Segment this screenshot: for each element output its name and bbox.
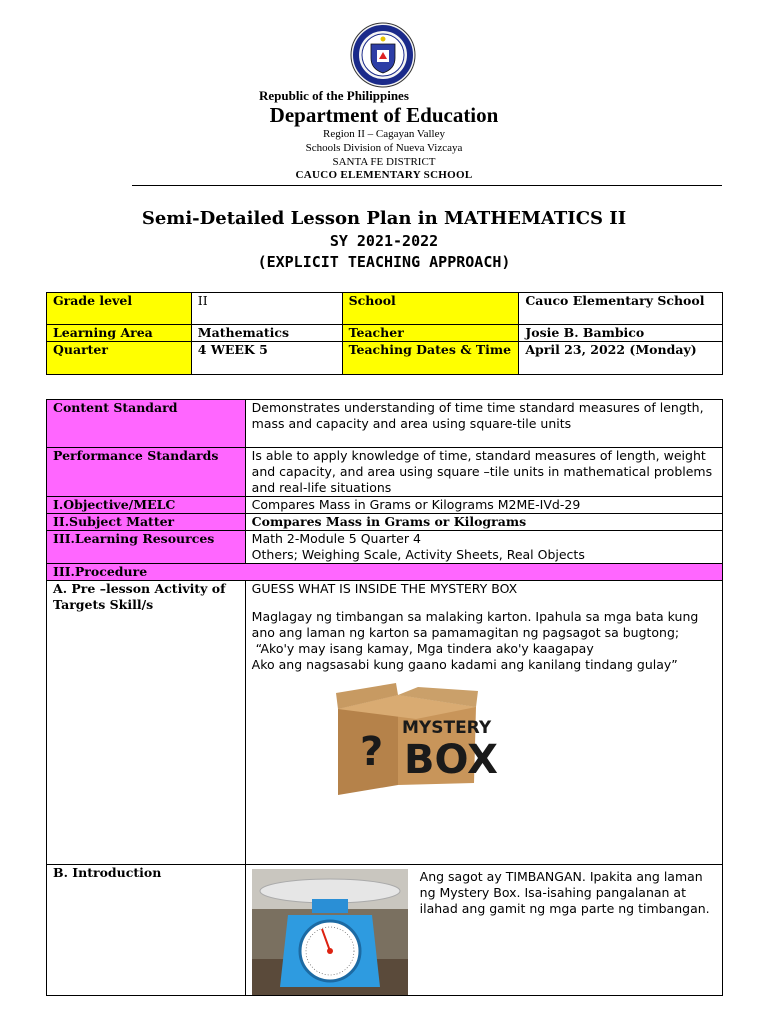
grade-label: Grade level (47, 293, 192, 325)
region-line (0, 127, 768, 169)
dates-value: April 23, 2022 (Monday) (519, 342, 723, 375)
lesson-plan-title: Semi-Detailed Lesson Plan in MATHEMATICS II (141, 208, 627, 229)
dates-label: Teaching Dates & Time (342, 342, 519, 375)
learning-resources-value (245, 531, 722, 564)
svg-text:?: ? (359, 729, 383, 775)
introduction-value (245, 865, 722, 996)
division-text: Schools Division of Nueva Vizcaya (305, 142, 463, 154)
prelesson-label: A. Pre –lesson Activity of Targets Skill/s (47, 581, 246, 865)
performance-standards-value: Is able to apply knowledge of time, standard measures of length, weight and capacity, and area using square –tile units in mathematical problems and real-life situations (245, 448, 722, 497)
subject-matter-label: II.Subject Matter (47, 514, 246, 531)
school-value: Cauco Elementary School (519, 293, 723, 325)
prelesson-value (245, 581, 722, 865)
school-label: School (342, 293, 519, 325)
mystery-box-label-1: MYSTERY (401, 718, 491, 738)
prelesson-heading: GUESS WHAT IS INSIDE THE MYSTERY BOX (251, 581, 518, 596)
teacher-value: Josie B. Bambico (519, 325, 723, 342)
quarter-label: Quarter (47, 342, 192, 375)
teacher-label: Teacher (342, 325, 519, 342)
approach-title: (EXPLICIT TEACHING APPROACH) (257, 253, 511, 271)
resources-line-2: Others; Weighing Scale, Activity Sheets, Real Objects (251, 547, 585, 562)
mystery-box-image (338, 687, 498, 797)
quarter-value: 4 WEEK 5 (191, 342, 342, 375)
info-table (46, 292, 723, 375)
grade-value: II (191, 293, 342, 325)
content-standard-label: Content Standard (47, 400, 246, 448)
resources-line-1: Math 2-Module 5 Quarter 4 (251, 531, 421, 546)
plan-table (46, 399, 723, 996)
introduction-text: Ang sagot ay TIMBANGAN. Ipakita ang laman ng Mystery Box. Isa-isahing pangalanan at ilahad ang gamit ng mga parte ng timbangan. (419, 869, 710, 916)
objective-value: Compares Mass in Grams or Kilograms M2ME-IVd-29 (245, 497, 722, 514)
area-value: Mathematics (191, 325, 342, 342)
riddle-line-1: “Ako'y may isang kamay, Mga tindera ako'y kaagapay (251, 641, 594, 656)
objective-label: I.Objective/MELC (47, 497, 246, 514)
prelesson-paragraph: Maglagay ng timbangan sa malaking karton. Ipahula sa mga bata kung ano ang laman ng karton sa pamamagitan ng pagsagot sa bugtong; (251, 609, 699, 640)
weighing-scale-image (252, 869, 408, 995)
deped-seal-logo (350, 22, 416, 88)
content-standard-value: Demonstrates understanding of time time standard measures of length, mass and capacity and area using square-tile units (245, 400, 722, 448)
department-title: Department of Education (269, 103, 499, 127)
subject-matter-value: Compares Mass in Grams or Kilograms (245, 514, 722, 531)
procedure-label: III.Procedure (47, 564, 723, 581)
district-text: SANTA FE DISTRICT (332, 156, 436, 168)
region-text: Region II – Cagayan Valley (323, 128, 445, 140)
school-year: SY 2021-2022 (329, 232, 439, 250)
mystery-box-label-2: BOX (403, 737, 498, 783)
area-label: Learning Area (47, 325, 192, 342)
performance-standards-label: Performance Standards (47, 448, 246, 497)
riddle-line-2: Ako ang nagsasabi kung gaano kadami ang kanilang tindang gulay” (251, 657, 678, 672)
header-rule (132, 185, 722, 186)
republic-line: Republic of the Philippines (259, 88, 409, 103)
introduction-label: B. Introduction (47, 865, 246, 996)
school-name: CAUCO ELEMENTARY SCHOOL (295, 169, 473, 181)
learning-resources-label: III.Learning Resources (47, 531, 246, 564)
